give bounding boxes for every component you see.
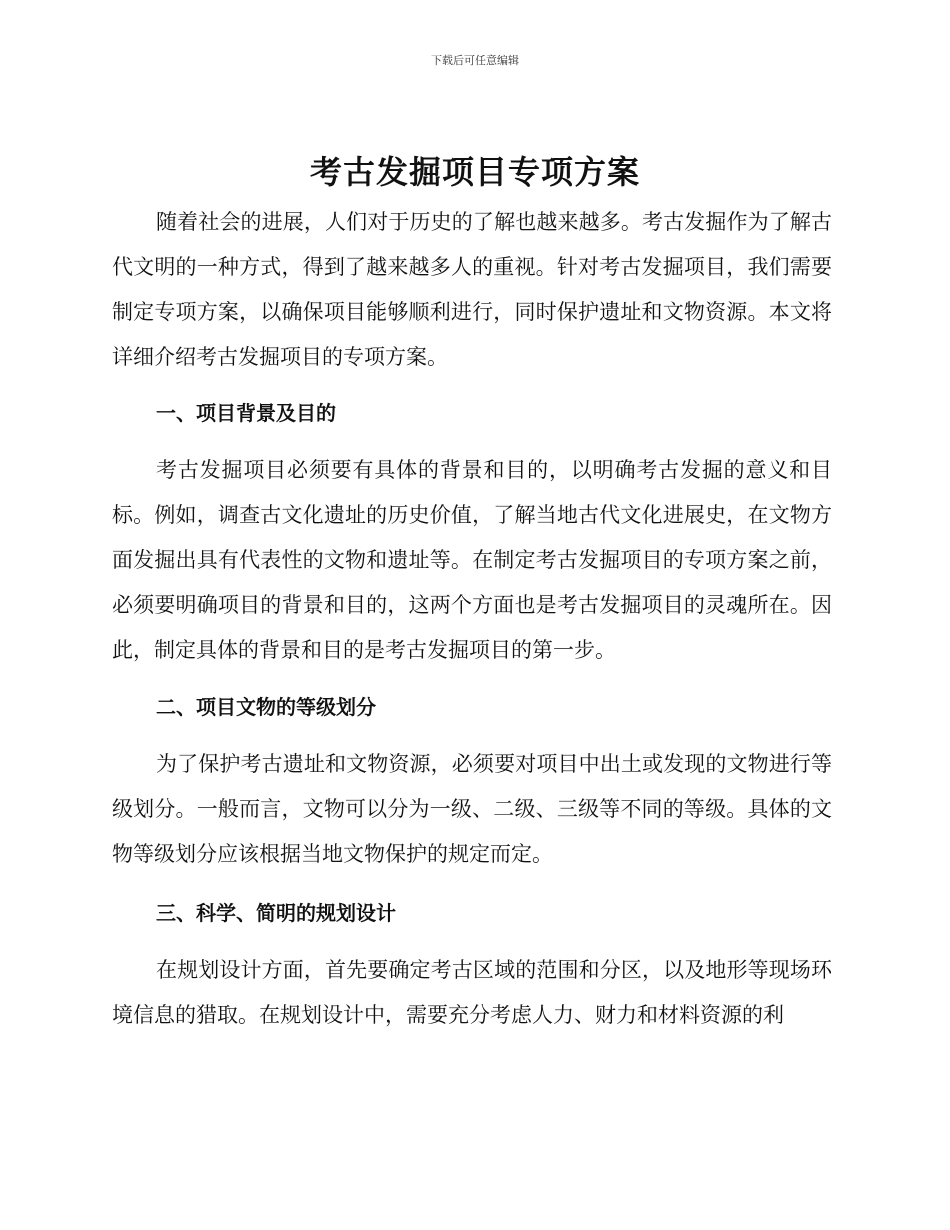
page-header-note: 下载后可任意编辑	[431, 54, 519, 67]
section-heading-classification: 二、项目文物的等级划分	[156, 695, 376, 719]
document-title: 考古发掘项目专项方案	[309, 153, 640, 191]
section-heading-planning: 三、科学、简明的规划设计	[156, 901, 396, 925]
section-paragraph-classification: 为了保护考古遗址和文物资源，必须要对项目中出土或发现的文物进行等级划分。一般而言，文物可以分为一级、二级、三级等不同的等级。具体的文物等级划分应该根据当地文物保护的规定而定。	[112, 752, 832, 866]
section-paragraph-planning: 在规划设计方面，首先要确定考古区域的范围和分区，以及地形等现场环境信息的猎取。在规划设计中，需要充分考虑人力、财力和材料资源的利	[112, 958, 832, 1027]
section-paragraph-background: 考古发掘项目必须要有具体的背景和目的，以明确考古发掘的意义和目标。例如，调查古文化遗址的历史价值，了解当地古代文化进展史，在文物方面发掘出具有代表性的文物和遗址等。在制定考古发掘项目的专项方案之前，必须要明确项目的背景和目的，这两个方面也是考古发掘项目的灵魂所在。因此，制定具体的背景和目的是考古发掘项目的第一步。	[112, 458, 832, 662]
section-heading-background: 一、项目背景及目的	[156, 401, 336, 425]
intro-paragraph: 随着社会的进展，人们对于历史的了解也越来越多。考古发掘作为了解古代文明的一种方式，得到了越来越多人的重视。针对考古发掘项目，我们需要制定专项方案，以确保项目能够顺利进行，同时保护遗址和文物资源。本文将详细介绍考古发掘项目的专项方案。	[112, 210, 832, 369]
